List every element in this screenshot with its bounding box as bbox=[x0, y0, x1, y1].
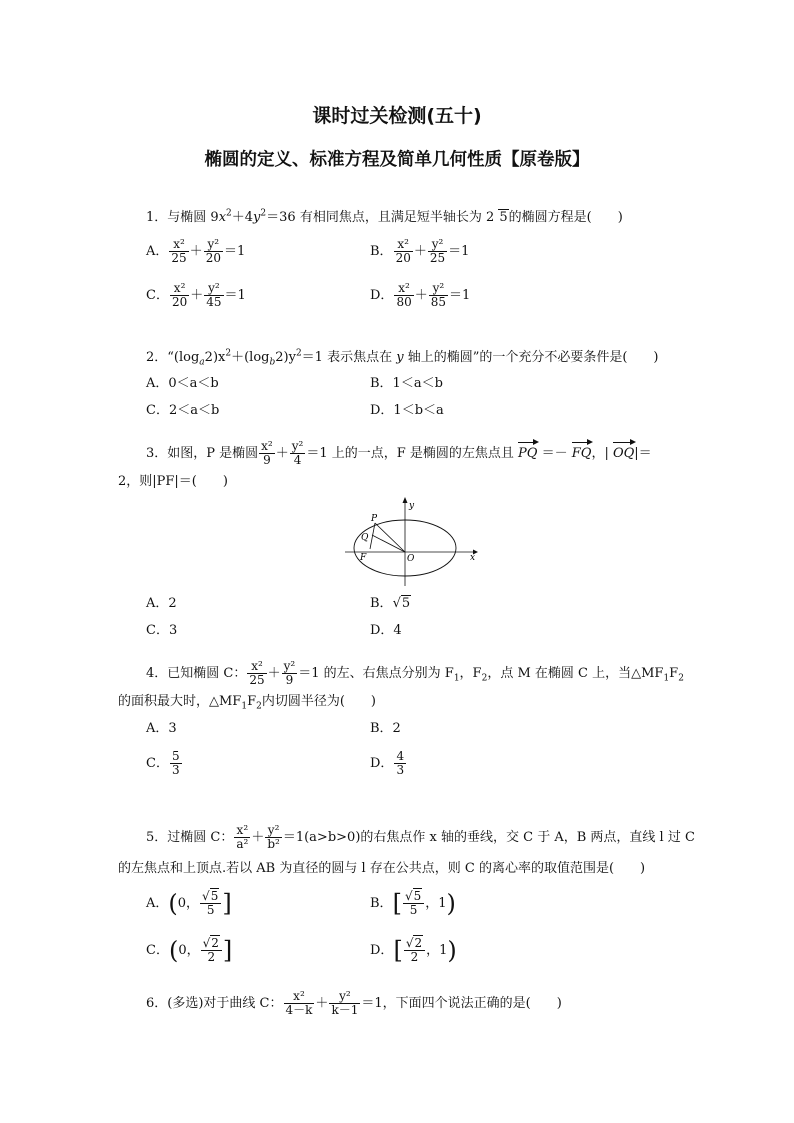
segment-qo bbox=[372, 535, 405, 552]
q1-option-d[interactable]: D． $\frac{\text{x²}}{80}$ ＋ $\frac{\text{y²}}{85}$ ＝1 bbox=[370, 281, 471, 309]
q2-option-b[interactable]: B．1＜a＜b bbox=[370, 376, 443, 391]
q2-option-c[interactable]: C．2＜a＜b bbox=[146, 403, 220, 418]
q2-option-a[interactable]: A．0＜a＜b bbox=[146, 376, 219, 391]
question-1: 1．与椭圆 $9x^2+4y^2=36$ 有相同焦点，且满足短半轴长为 2 5的椭圆方程是( ) bbox=[146, 208, 623, 225]
y-axis-arrow bbox=[403, 497, 408, 503]
question-3: 3．如图，P 是椭圆 $\frac{\text{x²}}{9}$ ＋ $\frac{\text{y²}}{4}$ ＝1 上的一点，F 是椭圆的左焦点且 PQ ＝－ FQ，| OQ|＝ bbox=[146, 439, 652, 467]
question-4: 4．已知椭圆 C： $\frac{\text{x²}}{25}$ ＋ $\frac{\text{y²}}{9}$ ＝1 的左、右焦点分别为 $F_1$，$F_2$，点 M 在椭圆 C 上，当$\triangle MF_1F_2$ bbox=[146, 659, 684, 687]
label-y: y bbox=[409, 501, 415, 511]
q4-option-c[interactable]: C． $\frac{5}{3}$ bbox=[146, 749, 180, 777]
question-4-line2: 的面积最大时，$\triangle MF_1F_2$内切圆半径为( ) bbox=[118, 694, 376, 712]
q2-option-d[interactable]: D．1＜b＜a bbox=[370, 403, 444, 418]
question-3-line2: 2，则|PF|＝( ) bbox=[118, 474, 228, 489]
segment-po bbox=[375, 523, 405, 552]
page-subtitle: 椭圆的定义、标准方程及简单几何性质【原卷版】 bbox=[204, 150, 590, 170]
question-2: 2．“$(\log_a2)x^2+(\log_b2)y^2=1$ 表示焦点在 y 轴上的椭圆”的一个充分不必要条件是( ) bbox=[146, 348, 659, 368]
vector-pq: PQ bbox=[518, 446, 538, 461]
label-q: Q bbox=[361, 533, 369, 543]
question-5: 5．过椭圆 C： $\frac{\text{x²}}{\text{a²}}$ ＋ $\frac{\text{y²}}{\text{b²}}$ ＝1(a>b>0)的右焦点作 x 轴的垂线，交 C 于 A，B 两点，直线 l 过 C bbox=[146, 823, 695, 851]
sqrt-5: 5 bbox=[499, 210, 508, 225]
q4-option-b[interactable]: B．2 bbox=[370, 721, 401, 736]
q3-option-a[interactable]: A．2 bbox=[146, 596, 177, 611]
question-5-line2: 的左焦点和上顶点.若以 AB 为直径的圆与 l 存在公共点，则 C 的离心率的取值范围是( ) bbox=[118, 861, 646, 876]
q5-option-d[interactable]: D．[ $\frac{√2}{2}$ ，1) bbox=[370, 936, 457, 965]
q3-option-b[interactable]: B．√5 bbox=[370, 596, 411, 611]
q5-option-b[interactable]: B．[ $\frac{√5}{5}$ ，1) bbox=[370, 889, 456, 918]
q5-option-a[interactable]: A．(0， $\frac{√5}{5}$ ] bbox=[146, 889, 232, 918]
vector-oq: OQ bbox=[612, 446, 635, 461]
ellipse-figure bbox=[345, 496, 480, 588]
q3-option-c[interactable]: C．3 bbox=[146, 623, 178, 638]
q4-option-a[interactable]: A．3 bbox=[146, 721, 177, 736]
vector-fq: FQ bbox=[571, 446, 592, 461]
label-p: P bbox=[371, 514, 378, 524]
label-f: F bbox=[360, 553, 367, 563]
question-6: 6．(多选)对于曲线 C： $\frac{\text{x²}}{4-k}$ ＋ $\frac{\text{y²}}{k-1}$ ＝1，下面四个说法正确的是( ) bbox=[146, 989, 562, 1017]
q5-option-c[interactable]: C．(0， $\frac{√2}{2}$ ] bbox=[146, 936, 233, 965]
q1-option-a[interactable]: A． $\frac{\text{x²}}{25}$ ＋ $\frac{\text{y²}}{20}$ ＝1 bbox=[146, 237, 246, 265]
q1-option-c[interactable]: C． $\frac{\text{x²}}{20}$ ＋ $\frac{\text{y²}}{45}$ ＝1 bbox=[146, 281, 246, 309]
page-title: 课时过关检测(五十) bbox=[312, 105, 482, 127]
label-o: O bbox=[407, 554, 415, 564]
q4-option-d[interactable]: D． $\frac{4}{3}$ bbox=[370, 749, 405, 777]
q1-option-b[interactable]: B． $\frac{\text{x²}}{20}$ ＋ $\frac{\text{y²}}{25}$ ＝1 bbox=[370, 237, 470, 265]
q3-option-d[interactable]: D．4 bbox=[370, 623, 402, 638]
label-x: x bbox=[470, 553, 476, 563]
